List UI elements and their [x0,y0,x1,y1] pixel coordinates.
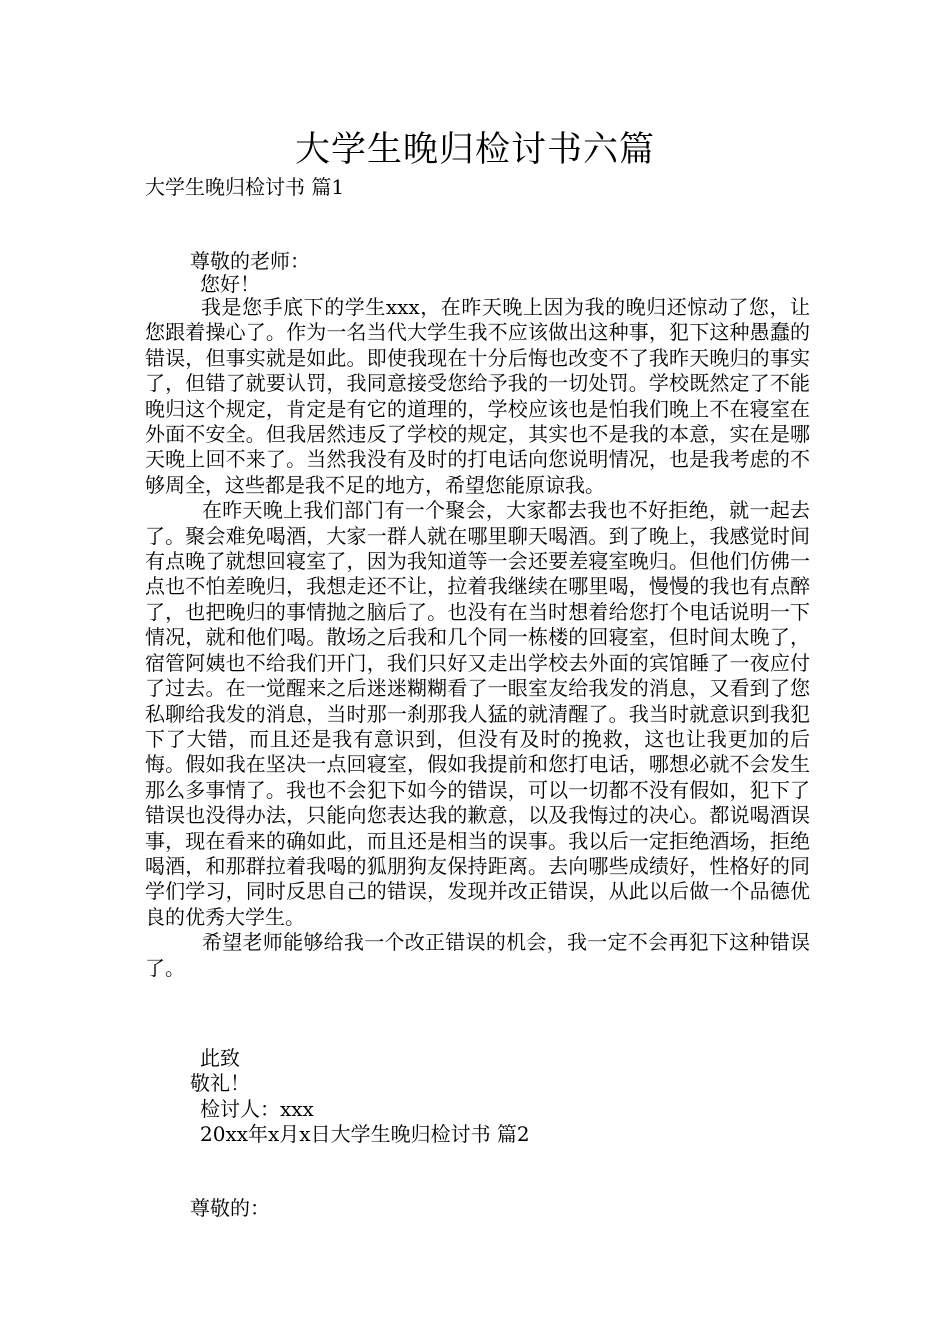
closing-salute: 敬礼！ [190,1071,250,1095]
part1-heading: 大学生晚归检讨书 篇1 [145,175,345,199]
signature: 检讨人：xxx [200,1097,314,1121]
date-and-part2-heading: 20xx年x月x日大学生晚归检讨书 篇2 [200,1122,530,1146]
closing-regards: 此致 [200,1046,240,1070]
letter-body [145,295,810,981]
document-title: 大学生晚归检讨书六篇 [294,130,655,170]
salutation-2: 尊敬的： [190,1196,270,1220]
paragraph-3: 希望老师能够给我一个改正错误的机会，我一定不会再犯下这种错误了。 [145,930,810,980]
salutation: 尊敬的老师： [190,249,310,273]
paragraph-2: 在昨天晚上我们部门有一个聚会，大家都去我也不好拒绝，就一起去了。聚会难免喝酒，大家一群人就在哪里聊天喝酒。到了晚上，我感觉时间有点晚了就想回寝室了，因为我知道等一会还要差寝室晚归。但他们仿佛一点也不怕差晚归，我想走还不让，拉着我继续在哪里喝，慢慢的我也有点醉了，也把晚归的事情抛之脑后了。也没有在当时想着给您打个电话说明一下情况，就和他们喝。散场之后我和几个同一栋楼的回寝室，但时间太晚了，宿管阿姨也不给我们开门，我们只好又走出学校去外面的宾馆睡了一夜应付了过去。在一觉醒来之后迷迷糊糊看了一眼室友给我发的消息，又看到了您私聊给我发的消息，当时那一刹那我人猛的就清醒了。我当时就意识到我犯下了大错，而且还是我有意识到，但没有及时的挽救，这也让我更加的后悔。假如我在坚决一点回寝室，假如我提前和您打电话，哪想必就不会发生那么多事情了。我也不会犯下如今的错误，可以一切都不没有假如，犯下了错误也没得办法，只能向您表达我的歉意，以及我悔过的决心。都说喝酒误事，现在看来的确如此，而且还是相当的误事。我以后一定拒绝酒场，拒绝喝酒，和那群拉着我喝的狐朋狗友保持距离。去向哪些成绩好，性格好的同学们学习，同时反思自己的错误，发现并改正错误，从此以后做一个品德优良的优秀大学生。 [145,498,810,929]
greeting: 您好！ [200,272,260,296]
paragraph-1: 我是您手底下的学生xxx，在昨天晚上因为我的晚归还惊动了您，让您跟着操心了。作为一名当代大学生我不应该做出这种事，犯下这种愚蠢的错误，但事实就是如此。即使我现在十分后悔也改变不了我昨天晚归的事实了，但错了就要认罚，我同意接受您给予我的一切处罚。学校既然定了不能晚归这个规定，肯定是有它的道理的，学校应该也是怕我们晚上不在寝室在外面不安全。但我居然违反了学校的规定，其实也不是我的本意，实在是哪天晚上回不来了。当然我没有及时的打电话向您说明情况，也是我考虑的不够周全，这些都是我不足的地方，希望您能原谅我。 [145,295,810,497]
